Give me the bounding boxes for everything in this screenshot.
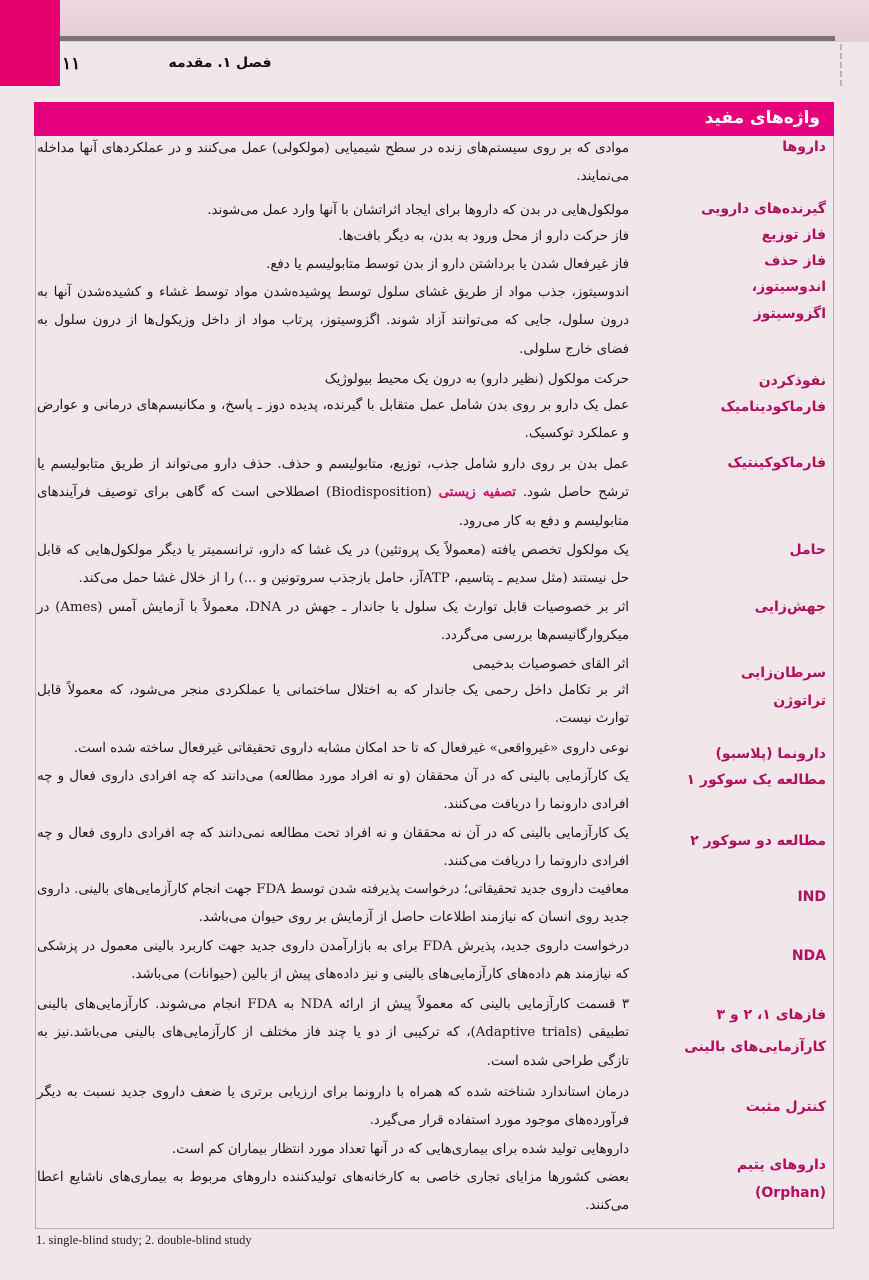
term-distribution-phase: فاز توزیع <box>761 227 826 243</box>
def-double-blind: یک کارآزمایی بالینی که در آن نه محققان و نه افراد تحت مطالعه نمی‌دانند که چه افرادی داروی فعال و چه افرادی دارونما را دریافت می‌کنند. <box>37 826 629 870</box>
term-single-blind: مطالعه یک سوکور ۱ <box>686 772 826 788</box>
term-ind: IND <box>797 889 826 905</box>
def-pharmacodynamics: عمل یک دارو بر روی بدن شامل عمل متقابل با گیرنده، پدیده دوز ـ پاسخ، و مکانیسم‌های درمانی و عوارض و عملکرد توکسیک. <box>37 398 629 442</box>
def-drugs: موادی که بر روی سیستم‌های زنده در سطح شیمیایی (مولکولی) عمل می‌کنند و در عملکردهای آنها مداخله می‌نمایند. <box>37 141 629 185</box>
bottom-border <box>35 1228 834 1229</box>
header-rule <box>60 36 835 41</box>
term-pharmacodynamics: فارماکودینامیک <box>720 399 826 415</box>
def-mutagenicity: اثر بر خصوصیات قابل توارث یک سلول یا جاندار ـ جهش در DNA، معمولاً با آزمایش آمس (Ames) در میکروارگانیسم‌ها بررسی می‌گردد. <box>37 600 629 644</box>
term-mutagenicity: جهش‌زایی <box>754 599 826 615</box>
term-phases: فازهای ۱، ۲ و ۳ <box>716 1007 826 1023</box>
def-carcinogenicity: اثر القای خصوصیات بدخیمی <box>472 657 629 672</box>
glossary-title: واژه‌های مفید <box>704 108 820 128</box>
def-distribution-phase: فاز حرکت دارو از محل ورود به بدن، به دیگر بافت‌ها. <box>338 229 629 244</box>
term-elimination-phase: فاز حذف <box>764 253 826 269</box>
term-teratogen: تراتوژن <box>773 693 826 709</box>
def-ind: معافیت داروی جدید تحقیقاتی؛ درخواست پذیرفته شدن توسط FDA جهت انجام کارآزمایی‌های بالینی. داروی جدید روی انسان که نیازمند اطلاعات حاصل از آزمایش بر روی حیوان می‌باشد. <box>37 882 629 926</box>
glossary-bar <box>34 102 834 136</box>
term-drug-receptors: گیرنده‌های دارویی <box>700 201 826 217</box>
def-placebo: نوعی داروی «غیرواقعی» غیرفعال که تا حد امکان مشابه داروی تحقیقاتی غیرفعال ساخته شده است. <box>73 741 629 756</box>
footnote: 1. single-blind study; 2. double-blind study <box>36 1233 252 1247</box>
term-permeation: نفوذکردن <box>758 373 826 389</box>
def-pharmacokinetics-a: عمل بدن بر روی دارو شامل جذب، توزیع، متابولیسم و حذف. حذف دارو می‌تواند از طریق متابولیسم یا ترشح حاصل شود. <box>37 457 630 501</box>
def-permeation: حرکت مولکول (نظیر دارو) به درون یک محیط بیولوژیک <box>324 372 629 387</box>
term-placebo: دارونما (پلاسبو) <box>715 746 826 762</box>
def-single-blind: یک کارآزمایی بالینی که در آن محققان (و نه افراد مورد مطالعه) می‌دانند که چه افرادی داروی فعال و چه افرادی دارونما را دریافت می‌کنند. <box>37 769 629 813</box>
chapter-title: فصل ۱. مقدمه <box>168 55 272 71</box>
def-positive-control: درمان استاندارد شناخته شده که همراه با دارونما برای ارزیابی برتری یا ضعف داروی جدید نسبت به دیگر فرآورده‌های موجود مورد استفاده قرار می‌گیرد. <box>37 1085 629 1129</box>
term-nda: NDA <box>791 948 826 964</box>
term-carrier: حامل <box>789 542 826 558</box>
def-teratogen: اثر بر تکامل داخل رحمی یک جاندار که به اختلال ساختمانی یا عملکردی منجر می‌شود، که معمولاً قابل توارث نیست. <box>37 683 629 727</box>
def-nda: درخواست داروی جدید، پذیرش FDA برای به بازارآمدن داروی جدید جهت کاربرد بالینی معمول در پزشکی که نیازمند هم داده‌های کارآزمایی‌های بالینی و نیز داده‌های پیش از بالین (حیوانات) می‌باشد. <box>37 939 630 983</box>
def-carrier: یک مولکول تخصص یافته (معمولاً یک پروتئین) در یک غشا که دارو، ترانسمیتر یا دیگر مولکول‌هایی که قابل حل نیستند (مثل سدیم ـ پتاسیم، ATPآز، حامل بازجذب سروتونین و ...) را از خلال غشا حمل می‌کند. <box>37 543 629 587</box>
term-double-blind: مطالعه دو سوکور ۲ <box>690 833 826 849</box>
term-carcinogenicity: سرطان‌زایی <box>740 665 826 681</box>
def-orphan-incentives: بعضی کشورها مزایای تجاری خاصی به کارخانه‌های تولیدکننده داروهای مربوط به بیماری‌های ناشایع اعطا می‌کنند. <box>37 1170 629 1214</box>
def-endocytosis-exocytosis: اندوسیتوز، جذب مواد از طریق غشای سلول توسط پوشیده‌شدن مواد توسط غشاء و کشیده‌شدن آنها به درون سلول، جایی که می‌توانند آزاد شوند. اگزوسیتوز، پرتاب مواد از داخل وزیکول‌ها از درون سلول به فضای خارج سلولی. <box>37 285 629 357</box>
def-drug-receptors: مولکول‌هایی در بدن که داروها برای ایجاد اثراتشان با آنها وارد عمل می‌شوند. <box>207 203 629 218</box>
term-clinical-trials: کارآزمایی‌های بالینی <box>684 1039 826 1055</box>
def-pharmacokinetics-b: (Biodisposition) اصطلاحی است که گاهی برای توصیف فرآیندهای متابولیسم و دفع به کار می‌رود. <box>37 485 629 529</box>
def-phases: ۳ قسمت کارآزمایی بالینی که معمولاً پیش از ارائه NDA به FDA انجام می‌شوند. کارآزمایی‌های بالینی تطبیقی (Adaptive trials)، که ترکیبی از دو یا چند فاز مختلف از کارآزمایی‌های بالینی می‌باشد.نیز به تازگی طراحی شده است. <box>37 997 629 1069</box>
def-orphan-drugs: داروهایی تولید شده برای بیماری‌هایی که در آنها تعداد مورد انتظار بیماران کم است. <box>171 1142 629 1157</box>
bio-disposition-term: تصفیه زیستی <box>438 485 516 501</box>
pink-edge-tab <box>0 0 60 86</box>
page-number: ۱۱ <box>62 54 81 74</box>
right-border <box>833 136 834 1228</box>
def-pharmacokinetics <box>37 451 629 536</box>
term-endocytosis-exocytosis: اندوسیتوز، اگزوسیتوز <box>751 279 826 322</box>
term-orphan-english: (Orphan) <box>754 1185 826 1201</box>
def-elimination-phase: فاز غیرفعال شدن یا برداشتن دارو از بدن توسط متابولیسم یا دفع. <box>266 257 629 272</box>
term-orphan-drugs: داروهای یتیم <box>736 1157 826 1173</box>
left-border <box>35 136 36 1228</box>
term-drugs: داروها <box>782 139 826 155</box>
term-positive-control: کنترل مثبت <box>745 1099 826 1115</box>
term-pharmacokinetics: فارماکوکینتیک <box>727 455 826 471</box>
